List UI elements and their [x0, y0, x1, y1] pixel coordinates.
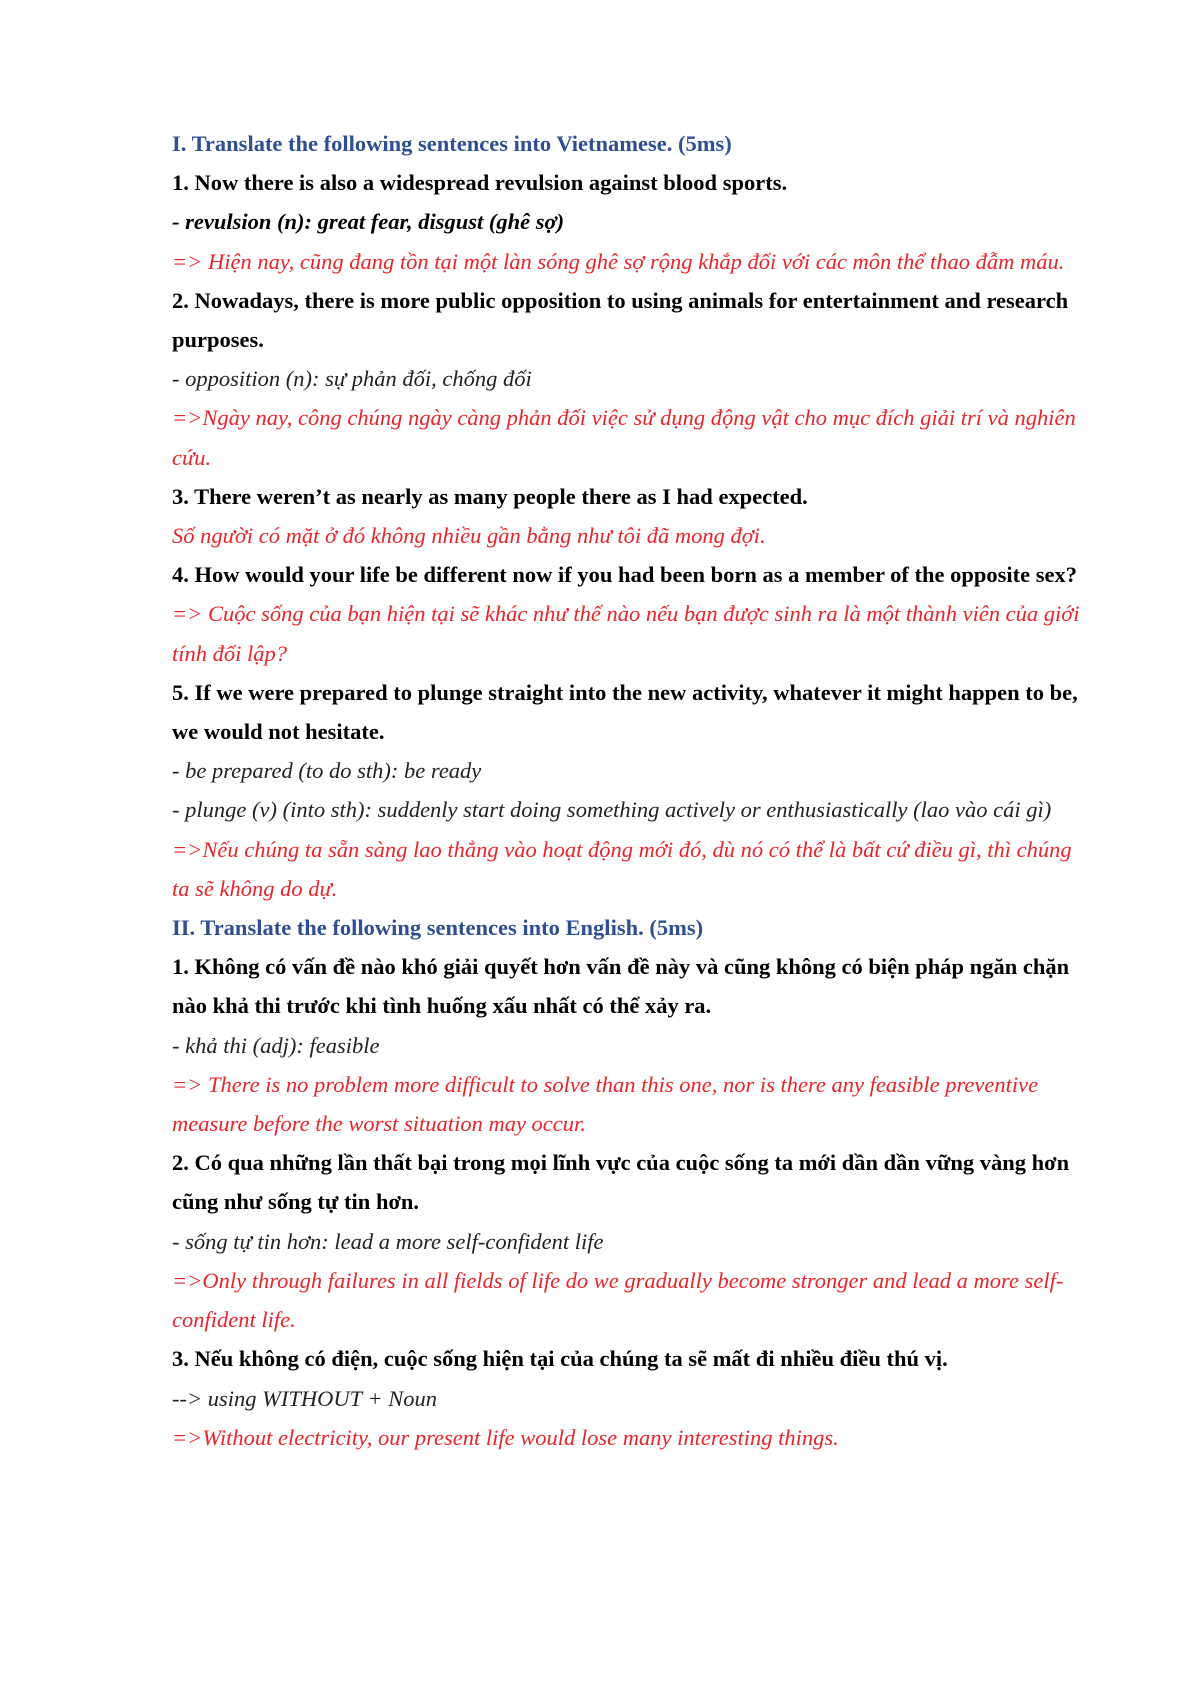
answer-1-1: => Hiện nay, cũng đang tồn tại một làn sóng ghê sợ rộng khắp đối với các môn thể thao đẫm máu.: [172, 248, 1065, 274]
answer-1-3: Số người có mặt ở đó không nhiều gần bằng như tôi đã mong đợi.: [172, 523, 766, 549]
answer-2-3: =>Without electricity, our present life would lose many interesting things.: [172, 1424, 839, 1450]
vocab-note-1-2: - opposition (n): sự phản đối, chống đối: [172, 366, 532, 392]
vocab-note-1-5a: - be prepared (to do sth): be ready: [172, 758, 482, 784]
vocab-note-2-1: - khả thi (adj): feasible: [172, 1032, 380, 1058]
question-1-1: 1. Now there is also a widespread revulsion against blood sports.: [172, 170, 788, 196]
vocab-note-1-5b: - plunge (v) (into sth): suddenly start doing something actively or enthusiastically (lao vào cái gì): [172, 797, 1052, 823]
answer-1-4: => Cuộc sống của bạn hiện tại sẽ khác như thế nào nếu bạn được sinh ra là một thành viên của giới tính đối lập?: [172, 601, 1080, 666]
question-2-1: 1. Không có vấn đề nào khó giải quyết hơn vấn đề này và cũng không có biện pháp ngăn chặn nào khả thi trước khi tình huống xấu nhất có thể xảy ra.: [172, 954, 1070, 1019]
document-page: [172, 124, 1092, 1457]
vocab-note-2-2: - sống tự tin hơn: lead a more self-confident life: [172, 1228, 604, 1254]
question-1-5: 5. If we were prepared to plunge straight into the new activity, whatever it might happen to be, we would not hesitate.: [172, 679, 1078, 745]
vocab-note-2-3: --> using WITHOUT + Noun: [172, 1385, 437, 1411]
answer-1-2: =>Ngày nay, công chúng ngày càng phản đối việc sử dụng động vật cho mục đích giải trí và nghiên cứu.: [172, 405, 1076, 470]
answer-2-1: => There is no problem more difficult to solve than this one, nor is there any feasible preventive measure before the worst situation may occur.: [172, 1071, 1039, 1137]
question-1-3: 3. There weren’t as nearly as many people there as I had expected.: [172, 483, 808, 509]
question-2-2: 2. Có qua những lần thất bại trong mọi lĩnh vực của cuộc sống ta mới dần dần vững vàng hơn cũng như sống tự tin hơn.: [172, 1150, 1070, 1215]
answer-2-2: =>Only through failures in all fields of life do we gradually become stronger and lead a more self-confident life.: [172, 1267, 1064, 1333]
question-1-2: 2. Nowadays, there is more public opposition to using animals for entertainment and research purposes.: [172, 287, 1069, 353]
question-2-3: 3. Nếu không có điện, cuộc sống hiện tại của chúng ta sẽ mất đi nhiều điều thú vị.: [172, 1346, 948, 1372]
question-1-4: 4. How would your life be different now if you had been born as a member of the opposite sex?: [172, 562, 1078, 588]
section-2-heading: II. Translate the following sentences into English. (5ms): [172, 915, 704, 941]
section-1-heading: I. Translate the following sentences into Vietnamese. (5ms): [172, 131, 732, 156]
vocab-note-1-1: - revulsion (n): great fear, disgust (ghê sợ): [172, 209, 565, 235]
answer-1-5: =>Nếu chúng ta sẵn sàng lao thẳng vào hoạt động mới đó, dù nó có thể là bất cứ điều gì, thì chúng ta sẽ không do dự.: [172, 836, 1072, 901]
